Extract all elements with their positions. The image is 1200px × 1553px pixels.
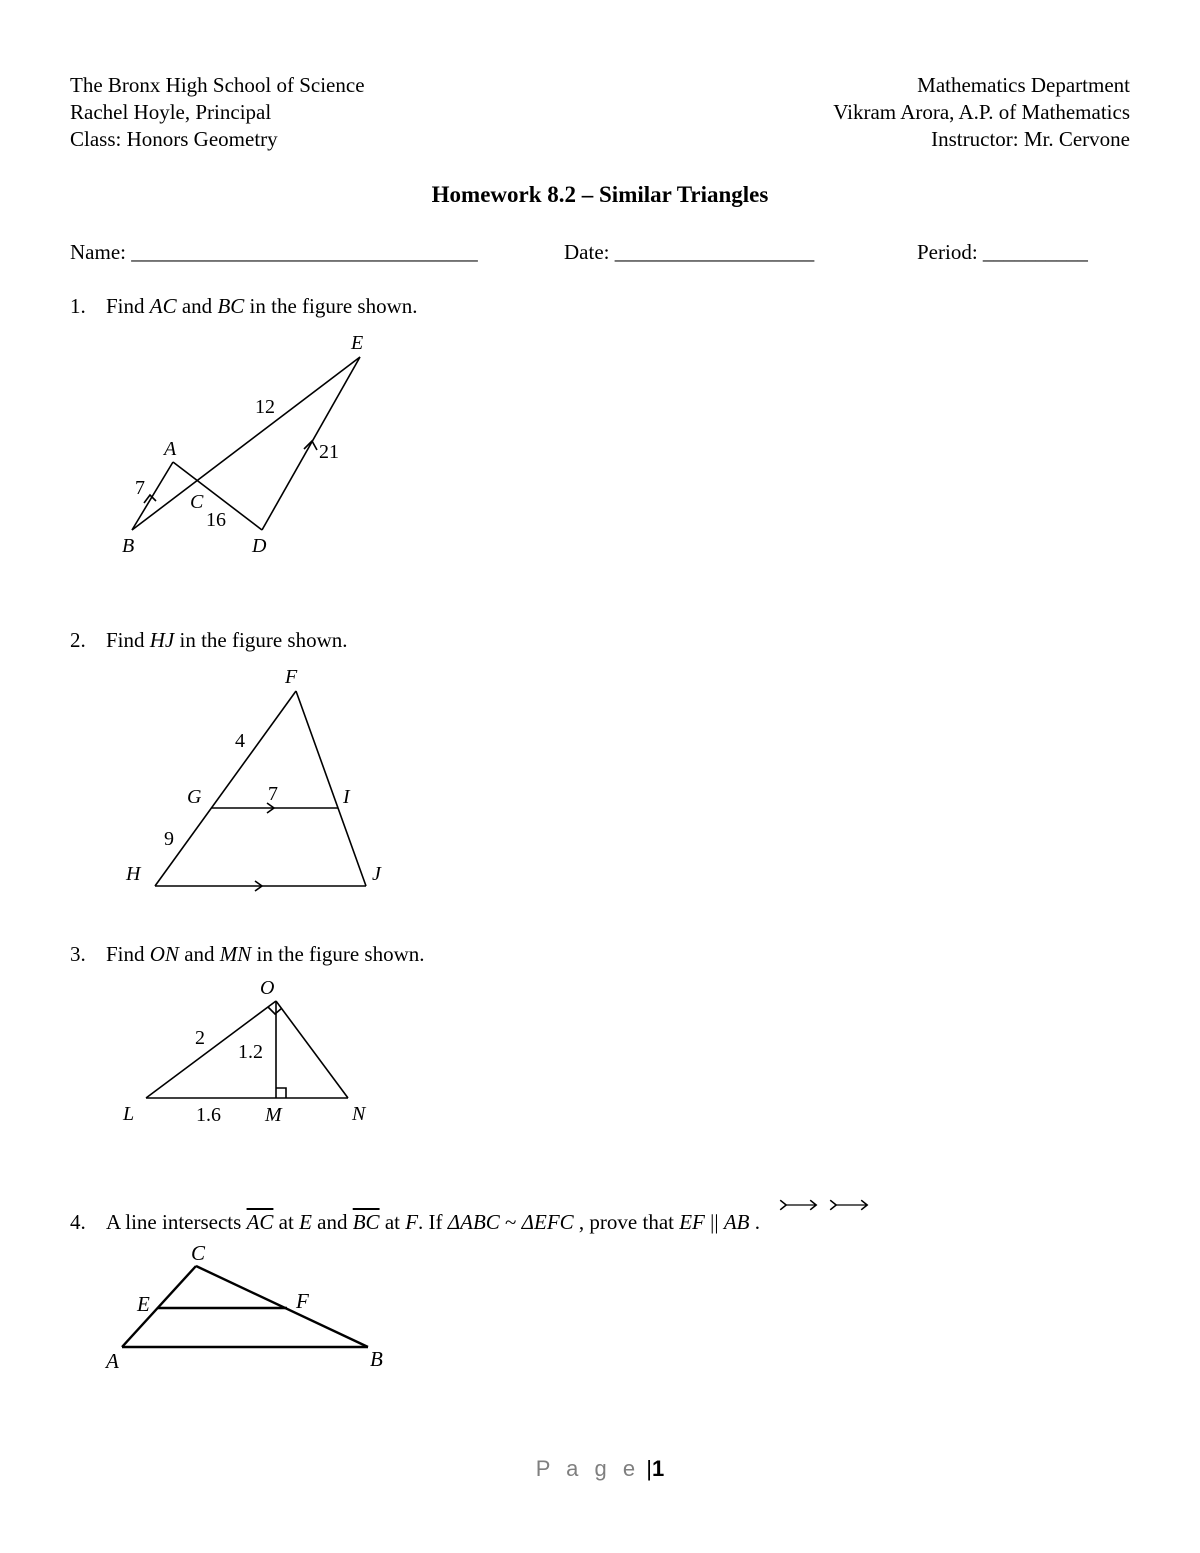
figure-3-labels bbox=[122, 977, 367, 1126]
name-field[interactable]: Name: _________________________________ bbox=[70, 240, 478, 264]
instructor-name: Instructor: Mr. Cervone bbox=[931, 127, 1130, 151]
label-C: C bbox=[190, 491, 204, 513]
triangle-ABC: ΔABC bbox=[447, 1210, 500, 1234]
q4-var: F bbox=[405, 1210, 419, 1234]
page-separator: | bbox=[646, 1456, 652, 1481]
right-angle-mark-M bbox=[276, 1088, 286, 1098]
measure-LM: 1.6 bbox=[196, 1104, 221, 1126]
label-B: B bbox=[122, 535, 135, 557]
school-name: The Bronx High School of Science bbox=[70, 73, 365, 97]
triangle-EFC: ΔEFC bbox=[521, 1210, 574, 1234]
period-field[interactable]: Period: __________ bbox=[917, 240, 1088, 264]
figure-4 bbox=[122, 1266, 368, 1347]
q4-text: , prove that bbox=[573, 1210, 680, 1234]
question-number: 2. bbox=[70, 628, 86, 652]
measure-CD: 16 bbox=[206, 509, 226, 531]
label-O: O bbox=[260, 977, 275, 999]
q4-text: and bbox=[311, 1210, 353, 1234]
question-2 bbox=[70, 628, 348, 653]
line-notation-AB: AB bbox=[723, 1210, 750, 1234]
label-F: F bbox=[296, 1289, 309, 1313]
figure-2-labels bbox=[125, 666, 382, 885]
q1-text: and bbox=[176, 294, 218, 318]
label-E: E bbox=[351, 332, 364, 354]
question-number: 4. bbox=[70, 1210, 86, 1234]
label-D: D bbox=[252, 535, 267, 557]
q3-var: ON bbox=[149, 942, 179, 966]
measure-GH: 9 bbox=[164, 828, 174, 850]
figure-1-labels bbox=[122, 332, 363, 557]
q4-text: at bbox=[273, 1210, 300, 1234]
page-label: P a g e bbox=[535, 1456, 641, 1481]
label-H: H bbox=[126, 863, 141, 885]
page-footer bbox=[0, 1456, 1200, 1482]
label-M: M bbox=[265, 1104, 282, 1126]
parallel-symbol: || bbox=[704, 1210, 724, 1234]
q1-text: Find bbox=[106, 294, 150, 318]
q3-text: in the figure shown. bbox=[251, 942, 425, 966]
measure-FG: 4 bbox=[235, 730, 245, 752]
department-name: Mathematics Department bbox=[917, 73, 1130, 97]
label-F: F bbox=[285, 666, 298, 688]
label-I: I bbox=[343, 786, 350, 808]
segment-ON bbox=[276, 1001, 348, 1098]
segment-FJ bbox=[296, 691, 366, 886]
segment-DE bbox=[262, 357, 360, 530]
q2-text: Find bbox=[106, 628, 150, 652]
question-number: 3. bbox=[70, 942, 86, 966]
question-3 bbox=[70, 942, 425, 967]
label-C: C bbox=[191, 1241, 206, 1265]
q4-text: . bbox=[749, 1210, 760, 1234]
label-A: A bbox=[164, 438, 177, 460]
q1-var: BC bbox=[217, 294, 245, 318]
measure-AB: 7 bbox=[135, 477, 145, 499]
measure-LO: 2 bbox=[195, 1027, 205, 1049]
label-N: N bbox=[352, 1103, 366, 1125]
question-number: 1. bbox=[70, 294, 86, 318]
date-field[interactable]: Date: ___________________ bbox=[564, 240, 815, 264]
q2-var: HJ bbox=[149, 628, 175, 652]
label-G: G bbox=[187, 786, 202, 808]
line-notation-EF: EF bbox=[679, 1210, 705, 1234]
measure-ED: 21 bbox=[319, 441, 339, 463]
segment-CB bbox=[196, 1266, 368, 1347]
segment-notation-BC: $\overline{BC}$ bbox=[352, 1210, 380, 1234]
measure-OM: 1.2 bbox=[238, 1041, 263, 1063]
label-E: E bbox=[137, 1292, 150, 1316]
question-4 bbox=[70, 1210, 760, 1235]
q3-var: MN bbox=[219, 942, 252, 966]
segment-AC bbox=[122, 1266, 196, 1347]
q1-text: in the figure shown. bbox=[244, 294, 418, 318]
segment-notation-AC: $\overline{AC}$ bbox=[246, 1210, 274, 1234]
q4-text: . If bbox=[418, 1210, 448, 1234]
q2-text: in the figure shown. bbox=[174, 628, 348, 652]
similar-symbol: ~ bbox=[499, 1210, 522, 1234]
label-L: L bbox=[123, 1103, 135, 1125]
q4-text: A line intersects bbox=[106, 1210, 247, 1234]
label-B: B bbox=[370, 1347, 383, 1371]
ap-name: Vikram Arora, A.P. of Mathematics bbox=[833, 100, 1130, 124]
right-angle-mark-O bbox=[268, 1007, 282, 1014]
q3-text: and bbox=[178, 942, 220, 966]
measure-EC: 12 bbox=[255, 396, 275, 418]
q1-var: AC bbox=[149, 294, 177, 318]
principal-name: Rachel Hoyle, Principal bbox=[70, 100, 272, 124]
q3-text: Find bbox=[106, 942, 150, 966]
measure-GI: 7 bbox=[268, 783, 278, 805]
label-J: J bbox=[372, 863, 381, 885]
page-title: Homework 8.2 – Similar Triangles bbox=[431, 182, 769, 207]
q4-text: at bbox=[379, 1210, 406, 1234]
q4-var: E bbox=[299, 1210, 312, 1234]
label-A: A bbox=[106, 1349, 119, 1373]
page-number: 1 bbox=[651, 1456, 665, 1481]
class-name: Class: Honors Geometry bbox=[70, 127, 278, 151]
